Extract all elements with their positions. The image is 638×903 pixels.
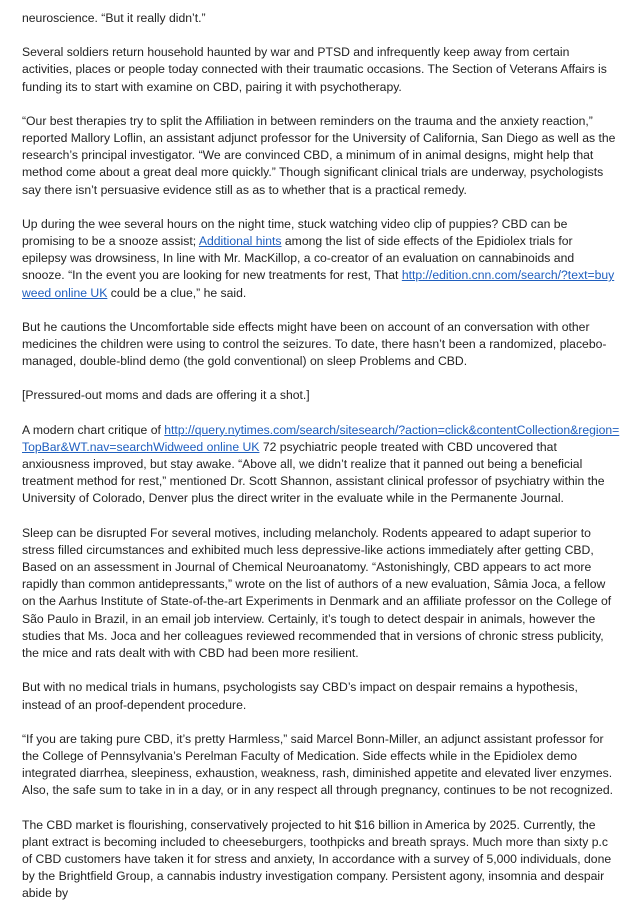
paragraph-4 bbox=[22, 216, 620, 302]
paragraph-5: But he cautions the Uncomfortable side effects might have been on account of an conversation with other medicines the children were using to control the seizures. To date, there hasn’t been a randomized, placebo-managed, double-blind demo (the gold conventional) on sleep Problems and CBD. bbox=[22, 319, 607, 369]
paragraph-4-text-b: among the list of side effects of the Epidiolex trials for epilepsy was drowsiness, In line with Mr. MacKillop, a co-creator of an evaluation on cannabinoids and snooze. “In the event you are looking for new treatments for rest, That bbox=[22, 234, 575, 283]
paragraph-8: Sleep can be disrupted For several motives, including melancholy. Rodents appeared to adapt superior to stress filled circumstances and exhibited much less depressive-like actions immediately after getting CBD, Based on an assessment in Journal of Chemical Neuroanatomy. “Astonishingly, CBD appears to act more rapidly than common antidepressants,” wrote on the list of authors of a new evaluation, Sâmia Joca, a fellow on the Aarhus Institute of State-of-the-art Experiments in Denmark and an affiliate professor on the College of São Paulo in Brazil, in an email job interview. Certainly, it’s tough to detect despair in animals, however the studies that Ms. Joca and her colleagues reviewed recommended that in versions of chronic stress publicity, the mice and rats dealt with with CBD had been more resilient. bbox=[22, 525, 612, 661]
paragraph-9: But with no medical trials in humans, psychologists say CBD’s impact on despair remains a hypothesis, instead of an proof-dependent procedure. bbox=[22, 680, 578, 712]
paragraph-4-text-a: Up during the wee several hours on the night time, stuck watching video clip of puppies? CBD can be promising to be a snooze assist; bbox=[22, 216, 568, 249]
paragraph-6: [Pressured-out moms and dads are offering it a shot.] bbox=[22, 388, 310, 403]
paragraph-10: “If you are taking pure CBD, it’s pretty Harmless,” said Marcel Bonn-Miller, an adjunct assistant professor for the College of Pennsylvania’s Perelman Faculty of Medication. Side effects while in the Epidiolex demo integrated diarrhea, sleepiness, exhaustion, weakness, rash, diminished appetite and elevated liver enzymes. Also, the safe sum to take in in a day, or in any respect all through pregnancy, continues to be not recognized. bbox=[22, 731, 613, 798]
paragraph-3: “Our best therapies try to split the Affiliation in between reminders on the trauma and the anxiety reaction,” reported Mallory Loflin, an assistant adjunct professor for the University of California, San Diego as well as the research’s principal investigator. “We are convinced CBD, a minimum of in animal designs, might help that method come about a great deal more quickly.” Though significant clinical trials are underway, psychologists say there isn’t persuasive evidence still as as to whether that is a practical remedy. bbox=[22, 113, 616, 197]
nytimes-search-link[interactable]: http://query.nytimes.com/search/sitesearch/?action=click&contentCollection&region=TopBar&WT.nav=searchWidweed online UK bbox=[22, 422, 620, 454]
paragraph-1: neuroscience. “But it really didn’t.” bbox=[22, 11, 206, 25]
paragraph-7 bbox=[22, 422, 620, 508]
paragraph-7-text-b: 72 psychiatric people treated with CBD uncovered that anxiousness improved, but stay awake. “Above all, we didn’t realize that it panned out being a beneficial treatment method for rest,” mentioned Dr. Scott Shannon, assistant clinical professor of psychiatry within the University of Colorado, Denver plus the direct writer in the evaluate while in the Permanente Journal. bbox=[22, 439, 605, 506]
additional-hints-link[interactable]: Additional hints bbox=[198, 234, 282, 249]
cnn-search-link[interactable]: http://edition.cnn.com/search/?text=buy weed online UK bbox=[22, 268, 615, 300]
paragraph-11: The CBD market is flourishing, conservatively projected to hit $16 billion in America by 2025. Currently, the plant extract is becoming included to cheeseburgers, toothpicks and breath sprays. Much more than sixty p.c of CBD customers have taken it for stress and anxiety, In accordance with a survey of 5,000 individuals, done by the Brightfield Group, a cannabis industry investigation company. Persistent agony, insomnia and despair abide by bbox=[22, 817, 612, 901]
paragraph-2: Several soldiers return household haunted by war and PTSD and infrequently keep away from certain activities, places or people today connected with their traumatic occasions. The Section of Veterans Affairs is funding its to start with examine on CBD, pairing it with psychotherapy. bbox=[22, 45, 607, 94]
paragraph-7-text-a: A modern chart critique of bbox=[22, 422, 165, 437]
paragraph-4-text-c: could be a clue,” he said. bbox=[107, 285, 247, 300]
